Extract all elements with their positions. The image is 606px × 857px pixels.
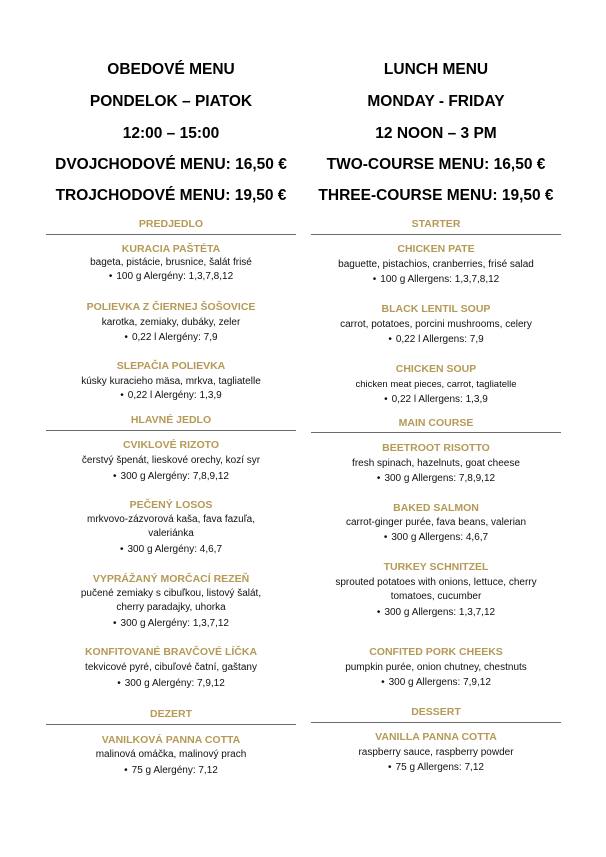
menu-item-allergens: • 0,22 l Allergens: 7,9 [388,334,484,345]
menu-item-name: CHICKEN SOUP [395,363,477,375]
section-divider [46,430,296,431]
menu-item-name: POLIEVKA Z ČIERNEJ ŠOŠOVICE [86,301,256,313]
menu-item-name: KURACIA PAŠTÉTA [121,243,221,255]
section-heading-dessert: DESSERT [411,706,461,718]
menu-item-name: BAKED SALMON [393,502,479,514]
menu-item-name: TURKEY SCHNITZEL [383,561,489,573]
section-divider [311,234,561,235]
menu-title: OBEDOVÉ MENU [107,61,235,78]
section-divider [46,234,296,235]
menu-item-allergens: • 300 g Allergens: 1,3,7,12 [376,607,496,618]
menu-item-name: VYPRÁŽANÝ MORČACÍ REZEŇ [92,573,250,585]
menu-item-name: BLACK LENTIL SOUP [381,303,491,315]
menu-item-description: malinová omáčka, malinový prach [95,749,247,760]
menu-item-allergens: • 75 g Alergény: 7,12 [124,765,218,776]
menu-item-allergens: • 0,22 l Alergény: 1,3,9 [120,390,222,401]
menu-item-name: KONFITOVANÉ BRAVČOVÉ LÍČKA [84,646,258,658]
menu-item-allergens: • 300 g Alergény: 7,8,9,12 [113,471,229,482]
menu-item-allergens: • 75 g Allergens: 7,12 [388,762,484,773]
menu-item-description: carrot, potatoes, porcini mushrooms, celery [340,319,532,330]
menu-item-description: mrkvovo-zázvorová kaša, fava fazuľa, valeriánka [87,514,255,539]
menu-item-description: fresh spinach, hazelnuts, goat cheese [352,458,520,469]
menu-item-description: pumpkin purée, onion chutney, chestnuts [345,662,527,673]
section-heading-starter: STARTER [411,218,461,230]
menu-item-name: CONFITED PORK CHEEKS [369,646,503,658]
menu-item-description: chicken meat pieces, carrot, tagliatelle [355,379,517,390]
three-course-price: TROJCHODOVÉ MENU: 19,50 € [55,187,287,204]
section-divider [311,722,561,723]
menu-item-description: tekvicové pyré, cibuľové čatní, gaštany [85,662,257,673]
menu-item-allergens: • 100 g Alergény: 1,3,7,8,12 [108,271,234,282]
menu-item-allergens: • 300 g Alergény: 7,9,12 [117,678,225,689]
section-heading-main: MAIN COURSE [398,417,474,429]
two-course-price: TWO-COURSE MENU: 16,50 € [326,156,546,173]
menu-item-description: carrot-ginger purée, fava beans, valerian [345,517,527,528]
menu-item-allergens: • 0,22 l Alergény: 7,9 [124,332,218,343]
menu-item-name: SLEPAČIA POLIEVKA [116,360,226,372]
section-heading-main: HLAVNÉ JEDLO [130,414,212,426]
menu-item-allergens: • 0,22 l Allergens: 1,3,9 [384,394,488,405]
menu-item-description: čerstvý špenát, lieskové orechy, kozí syr [81,455,261,466]
menu-item-description: sprouted potatoes with onions, lettuce, cherry tomatoes, cucumber [335,577,537,602]
menu-item-description: baguette, pistachios, cranberries, frisé salad [338,259,534,270]
menu-title: LUNCH MENU [383,61,489,78]
menu-item-allergens: • 300 g Allergens: 7,8,9,12 [376,473,496,484]
menu-days: PONDELOK – PIATOK [89,93,253,110]
menu-item-description: pučené zemiaky s cibuľkou, listový šalát, cherry paradajky, uhorka [80,588,262,613]
menu-item-description: bageta, pistácie, brusnice, šalát frisé [90,257,252,268]
three-course-price: THREE-COURSE MENU: 19,50 € [318,187,554,204]
section-divider [46,724,296,725]
section-heading-dessert: DEZERT [150,708,192,720]
section-heading-starter: PREDJEDLO [138,218,204,230]
menu-item-description: karotka, zemiaky, dubáky, zeler [101,317,241,328]
menu-item-allergens: • 300 g Allergens: 7,9,12 [381,677,491,688]
menu-item-description: kúsky kuracieho mäsa, mrkva, tagliatelle [81,376,261,387]
section-divider [311,432,561,433]
menu-item-name: VANILLA PANNA COTTA [375,731,497,743]
menu-item-name: CVIKLOVÉ RIZOTO [122,439,220,451]
menu-item-name: VANILKOVÁ PANNA COTTA [101,734,241,746]
menu-item-description: raspberry sauce, raspberry powder [358,747,514,758]
menu-item-name: BEETROOT RISOTTO [382,442,490,454]
menu-item-allergens: • 300 g Alergény: 4,6,7 [119,544,223,555]
menu-item-name: PEČENÝ LOSOS [129,499,213,511]
menu-item-allergens: • 300 g Allergens: 4,6,7 [383,532,489,543]
menu-item-name: CHICKEN PATE [397,243,475,255]
menu-hours: 12:00 – 15:00 [122,125,220,142]
menu-hours: 12 NOON – 3 PM [375,125,497,142]
menu-item-allergens: • 300 g Alergény: 1,3,7,12 [113,618,229,629]
two-course-price: DVOJCHODOVÉ MENU: 16,50 € [55,156,287,173]
menu-item-allergens: • 100 g Allergens: 1,3,7,8,12 [372,274,500,285]
menu-days: MONDAY - FRIDAY [367,93,505,110]
